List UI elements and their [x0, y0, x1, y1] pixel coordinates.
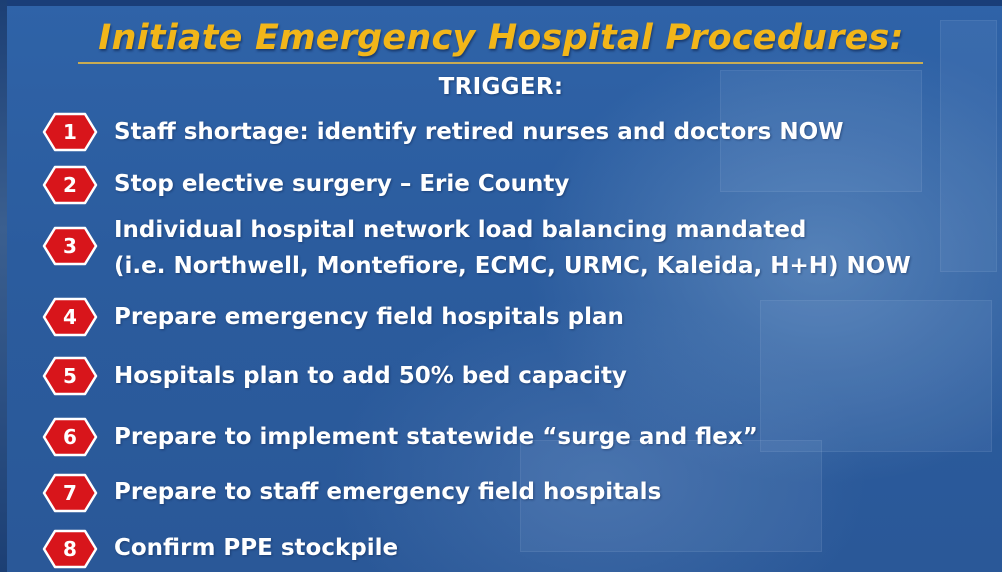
hexagon-number-badge-icon — [42, 356, 98, 396]
hexagon-number-badge-icon — [42, 165, 98, 205]
procedure-text — [114, 212, 911, 284]
procedure-text-line: (i.e. Northwell, Montefiore, ECMC, URMC, Kaleida, H+H) NOW — [114, 253, 911, 279]
hexagon-number-badge-icon — [42, 417, 98, 457]
badge-number: 7 — [63, 481, 77, 505]
badge-number: 3 — [63, 234, 77, 258]
hexagon-number-badge-icon — [42, 112, 98, 152]
badge-number: 6 — [63, 425, 77, 449]
procedure-text — [114, 299, 624, 335]
hexagon-number-badge-icon — [42, 226, 98, 266]
procedure-text — [114, 166, 569, 202]
badge-number: 4 — [63, 305, 77, 329]
procedure-text-line: Prepare to staff emergency field hospitals — [114, 479, 662, 505]
procedure-text — [114, 358, 627, 394]
procedure-text — [114, 474, 661, 510]
procedure-text — [114, 530, 398, 566]
badge-number: 5 — [63, 364, 77, 388]
procedure-text — [114, 114, 844, 150]
procedure-text-line: Stop elective surgery – Erie County — [114, 171, 570, 197]
procedure-text-line: Confirm PPE stockpile — [114, 535, 399, 561]
badge-number: 8 — [63, 537, 77, 561]
badge-number: 2 — [63, 173, 77, 197]
trigger-heading: TRIGGER: — [438, 74, 564, 100]
procedure-text — [114, 419, 758, 455]
slide-title: Initiate Emergency Hospital Procedures: — [98, 18, 904, 58]
procedure-text-line: Staff shortage: identify retired nurses and doctors NOW — [114, 119, 844, 145]
procedure-text-line: Hospitals plan to add 50% bed capacity — [114, 363, 627, 389]
hexagon-number-badge-icon — [42, 297, 98, 337]
procedure-text-line: Individual hospital network load balancing mandated — [114, 217, 807, 243]
hexagon-number-badge-icon — [42, 473, 98, 513]
procedure-text-line: Prepare to implement statewide “surge and flex” — [114, 424, 758, 450]
badge-number: 1 — [63, 120, 77, 144]
procedure-text-line: Prepare emergency field hospitals plan — [114, 304, 624, 330]
hexagon-number-badge-icon — [42, 529, 98, 569]
